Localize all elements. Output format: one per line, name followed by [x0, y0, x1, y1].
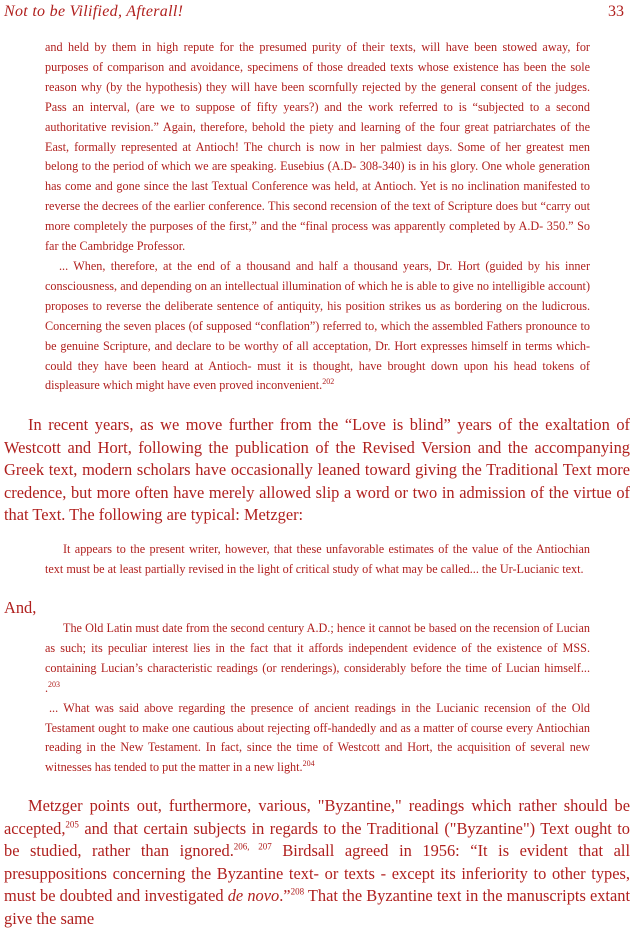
block-quote-old-latin [45, 619, 590, 778]
footnote-ref[interactable]: 204 [302, 759, 315, 769]
block-quote-hort [45, 38, 590, 396]
text-run: That the Byzantine text in the manuscripts extant give the same [4, 886, 631, 928]
body-text [4, 795, 630, 930]
quote-paragraph: and held by them in high repute for the presumed purity of their texts, will have been stowed away, for purposes of comparison and avoidance, specimens of those dreaded texts whose existence has been the sole reason why (by the hypothesis) they will have been scornfully rejected by the general consent of the judges. Pass an interval, (are we to suppose of fifty years?) and the work referred to is “subjected to a second authoritative revision.” Again, therefore, behold the piety and learning of the four great patriarchates of the East, formally represented at Antioch! The church is now in her palmiest days. Some of her greatest men belong to the period of which we are speaking. Eusebius (A.D- 308-340) is in his glory. One whole generation has come and gone since the last Textual Conference was held, at Antioch. Yet is no inclination manifested to reverse the decrees of the earlier conference. This second recension of the text of Scripture does but “carry out more completely the purposes of the first,” and the “final process was apparently completed by A.D- 350.” So far the Cambridge Professor. [45, 40, 590, 254]
footnote-ref[interactable]: 202 [322, 377, 335, 387]
quote-text: ... What was said above regarding the presence of ancient readings in the Lucianic recension of the Old Testament ought to make one cautious about rejecting off-handedly and as a matter of course every Antiochian reading in the New Testament. In fact, since the time of Westcott and Hort, the acquisition of several new witnesses has tended to put the matter in a new light. [45, 700, 590, 775]
text-run: and that certain subjects in regards to the Traditional ("Byzantine") Text ought to be studied, rather than ignored. [4, 818, 630, 860]
quote-text: ... When, therefore, at the end of a thousand and half a thousand years, Dr. Hort (guided by his inner consciousness, and depending on an intellectual illumination of which he is able to give no intelligible account) proposes to reverse the deliberate sentence of antiquity, his position strikes us as bordering on the ludicrous. Concerning the seven places (of supposed “conflation”) referred to, which the assembled Fathers pronounce to be genuine Scripture, and declare to be worthy of all acceptation, Dr. Hort expresses himself in terms which- could they have been heard at Antioch- must it is thought, have brought down upon his head tokens of displeasure which might have even proved inconvenient. [45, 258, 590, 393]
text-run: Metzger points out, furthermore, various, "Byzantine," readings which rather should be accepted, [4, 796, 630, 838]
quote-paragraph [45, 257, 590, 396]
quote-paragraph [45, 699, 590, 779]
text-run: .” [279, 886, 291, 905]
footnote-ref[interactable]: 205 [65, 819, 79, 830]
block-quote-metzger [45, 540, 590, 580]
quote-text: The Old Latin must date from the second century A.D.; hence it cannot be based on the recension of Lucian as such; its peculiar interest lies in the fact that it affords independent evidence of the existence of MSS. containing Lucian’s characteristic readings (or renderings), considerably before the time of Lucian himself... . [45, 621, 590, 695]
body-paragraph [4, 414, 630, 527]
body-text: In recent years, as we move further from the “Love is blind” years of the exaltation of Westcott and Hort, following the publication of the Revised Version and the accompanying Greek text, modern scholars have occasionally leaned toward giving the Traditional Text more credence, but more often have merely allowed slip a word or two in admission of the virtue of that Text. The following are typical: Metzger: [4, 415, 630, 524]
quote-paragraph [45, 619, 590, 699]
running-title: Not to be Vilified, Afterall! [4, 3, 184, 20]
footnote-ref[interactable]: 206, 207 [233, 841, 272, 852]
text-run: Birdsall agreed in 1956: “It is evident that all presuppositions concerning the Byzantine text- or texts - except its inferiority to other types, must be doubted and investigated [4, 841, 630, 905]
and-label: And, [4, 598, 37, 617]
footnote-ref[interactable]: 208 [290, 886, 305, 897]
footnote-ref[interactable]: 203 [48, 679, 61, 689]
italic-term: de novo [227, 886, 280, 905]
page-number: 33 [608, 3, 624, 20]
body-paragraph [4, 795, 630, 930]
quote-paragraph: It appears to the present writer, however, that these unfavorable estimates of the value of the Antiochian text must be at least partially revised in the light of critical study of what may be called... the Ur-Lucianic text. [45, 542, 590, 576]
